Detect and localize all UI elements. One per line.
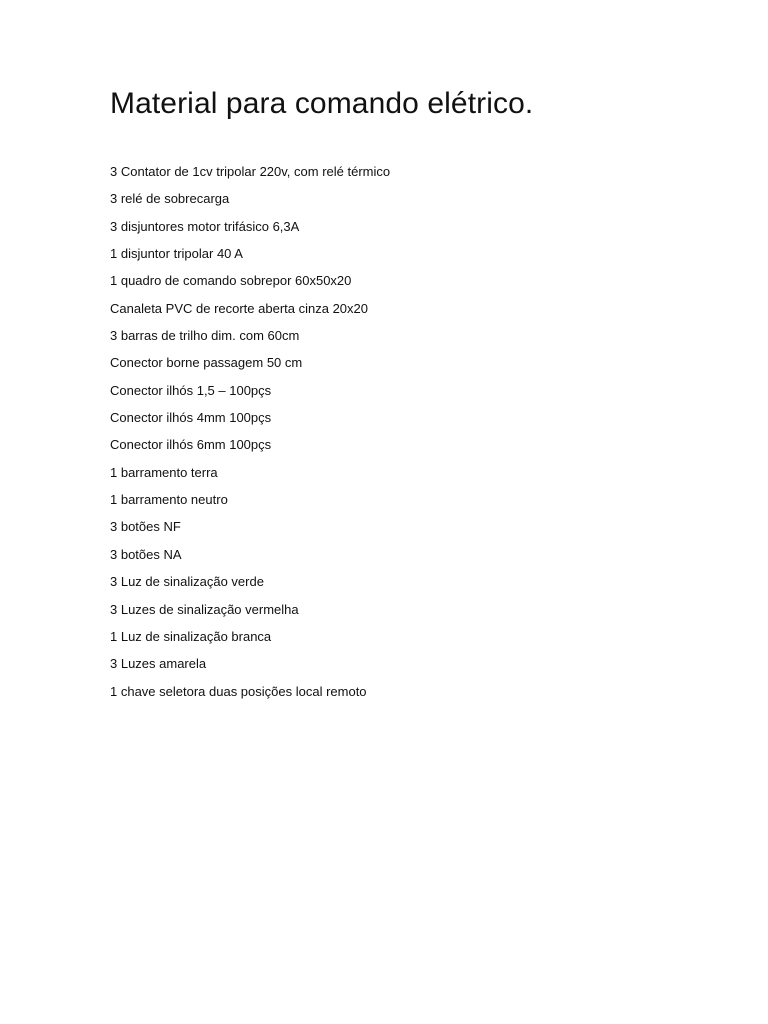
list-item: Conector ilhós 6mm 100pçs xyxy=(110,437,272,453)
list-item: Canaleta PVC de recorte aberta cinza 20x20 xyxy=(110,300,368,316)
list-item: 3 relé de sobrecarga xyxy=(110,191,230,207)
list-item: 3 barras de trilho dim. com 60cm xyxy=(110,328,300,344)
list-item: 1 disjuntor tripolar 40 A xyxy=(110,246,243,262)
list-item: 3 Contator de 1cv tripolar 220v, com relé térmico xyxy=(110,164,391,179)
material-list xyxy=(110,163,390,710)
page-title: Material para comando elétrico. xyxy=(110,87,534,120)
list-item: 3 Luzes amarela xyxy=(110,656,207,672)
list-item: 3 disjuntores motor trifásico 6,3A xyxy=(110,218,300,234)
list-item: 3 botões NA xyxy=(110,546,182,562)
list-item: 1 quadro de comando sobrepor 60x50x20 xyxy=(110,273,352,289)
list-item: Conector ilhós 4mm 100pçs xyxy=(110,410,272,426)
list-item: 1 Luz de sinalização branca xyxy=(110,628,272,644)
list-item: 3 Luzes de sinalização vermelha xyxy=(110,601,299,617)
list-item: 3 botões NF xyxy=(110,519,181,535)
list-item: Conector ilhós 1,5 – 100pçs xyxy=(110,382,272,398)
list-item: 3 Luz de sinalização verde xyxy=(110,574,264,590)
list-item: Conector borne passagem 50 cm xyxy=(110,355,303,371)
list-item: 1 barramento neutro xyxy=(110,492,228,508)
list-item: 1 chave seletora duas posições local remoto xyxy=(110,683,367,699)
list-item: 1 barramento terra xyxy=(110,464,218,480)
